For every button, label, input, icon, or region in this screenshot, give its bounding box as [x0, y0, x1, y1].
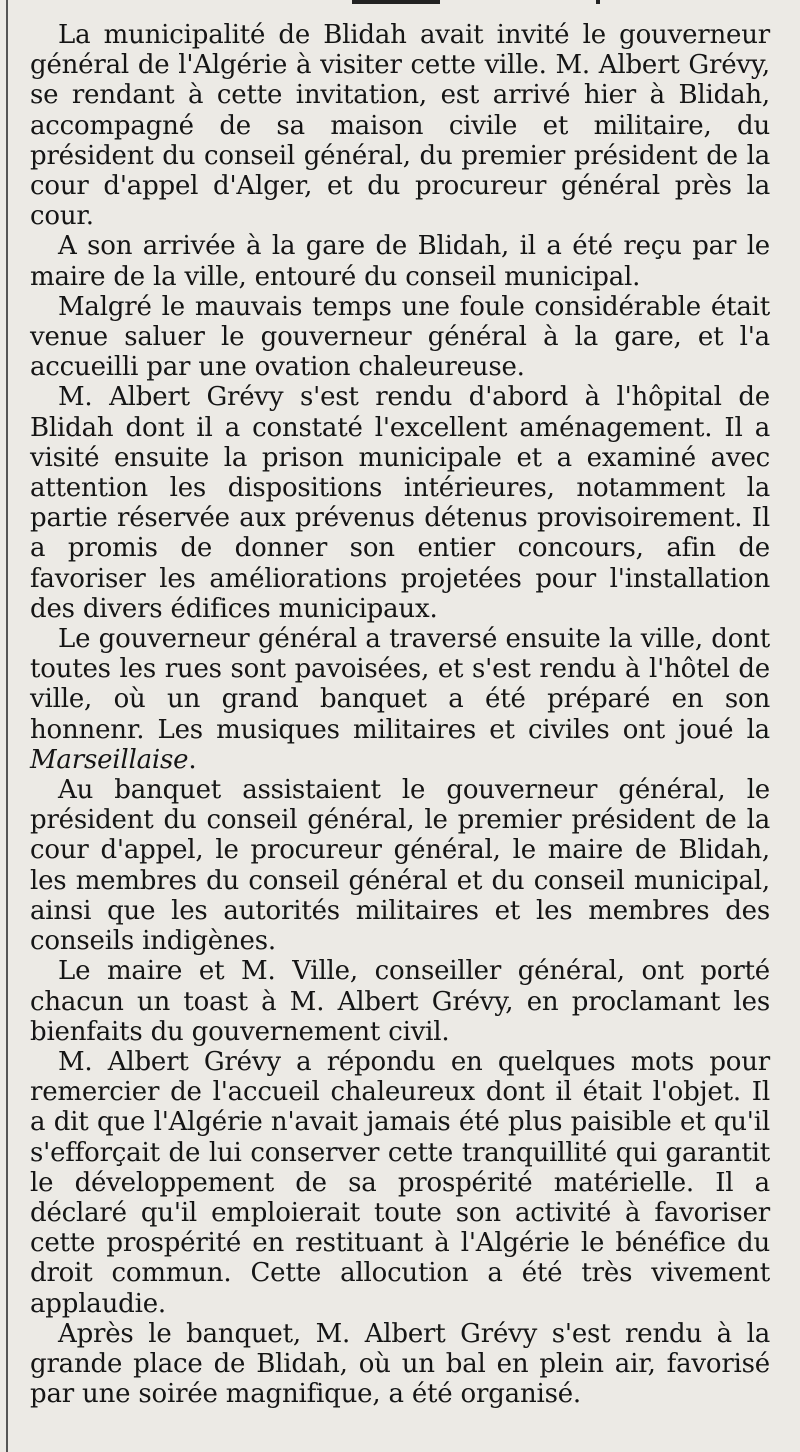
- paragraph-town-hall: [30, 624, 770, 775]
- article-column: [30, 20, 770, 1409]
- paragraph-grevy-reply: M. Albert Grévy a répondu en quelques mots pour remercier de l'accueil chaleureux dont il était l'objet. Il a dit que l'Algérie n'avait jamais été plus paisible et qu'il s'efforçait de lui conserver cette tranquillité qui garantit le développement de sa prospérité matérielle. Il a déclaré qu'il emploierait toute son activité à favoriser cette prospérité en restituant à l'Algérie le bénéfice du droit commun. Cette allocution a été très vivement applaudie.: [30, 1046, 770, 1319]
- paragraph-banquet-guests: Au banquet assistaient le gouverneur général, le président du conseil général, le premier président de la cour d'appel, le procureur général, le maire de Blidah, les membres du conseil général et du conseil municipal, ainsi que les autorités militaires et les membres des conseils indigènes.: [30, 775, 770, 957]
- header-rule: [352, 0, 440, 4]
- marseillaise-italic: Marseillaise: [30, 744, 189, 775]
- paragraph-hospital-visit: M. Albert Grévy s'est rendu d'abord à l'hôpital de Blidah dont il a constaté l'excellent aménagement. Il a visité ensuite la prison municipale et a examiné avec attention les dispositions intérieures, notamment la partie réservée aux prévenus détenus provisoirement. Il a promis de donner son entier concours, afin de favoriser les améliorations projetées pour l'installation des divers édifices municipaux.: [30, 382, 770, 624]
- column-rule: [6, 0, 8, 1452]
- paragraph-arrival-intro: La municipalité de Blidah avait invité le gouverneur général de l'Algérie à visiter cette ville. M. Albert Grévy, se rendant à cette invitation, est arrivé hier à Blidah, accompagné de sa maison civile et militaire, du président du conseil général, du premier président de la cour d'appel d'Alger, et du procureur général près la cour.: [30, 20, 770, 232]
- paragraph-station-welcome: A son arrivée à la gare de Blidah, il a été reçu par le maire de la ville, entouré du conseil municipal.: [30, 231, 770, 292]
- paragraph-town-hall-text: Le gouverneur général a traversé ensuite la ville, dont toutes les rues sont pavoisées, et s'est rendu à l'hôtel de ville, où un grand banquet a été préparé en son honnenr. Les musiques militaires et civiles ont joué la: [30, 624, 770, 745]
- paragraph-crowd-ovation: Malgré le mauvais temps une foule considérable était venue saluer le gouverneur général à la gare, et l'a accueilli par une ovation chaleureuse.: [30, 291, 770, 383]
- paragraph-town-hall-end: .: [188, 744, 197, 775]
- paragraph-ball: Après le banquet, M. Albert Grévy s'est rendu à la grande place de Blidah, où un bal en plein air, favorisé par une soirée magnifique, a été organisé.: [30, 1318, 770, 1410]
- header-dot: [596, 0, 600, 4]
- paragraph-toasts: Le maire et M. Ville, conseiller général, ont porté chacun un toast à M. Albert Grévy, en proclamant les bienfaits du gouvernement civil.: [30, 956, 770, 1047]
